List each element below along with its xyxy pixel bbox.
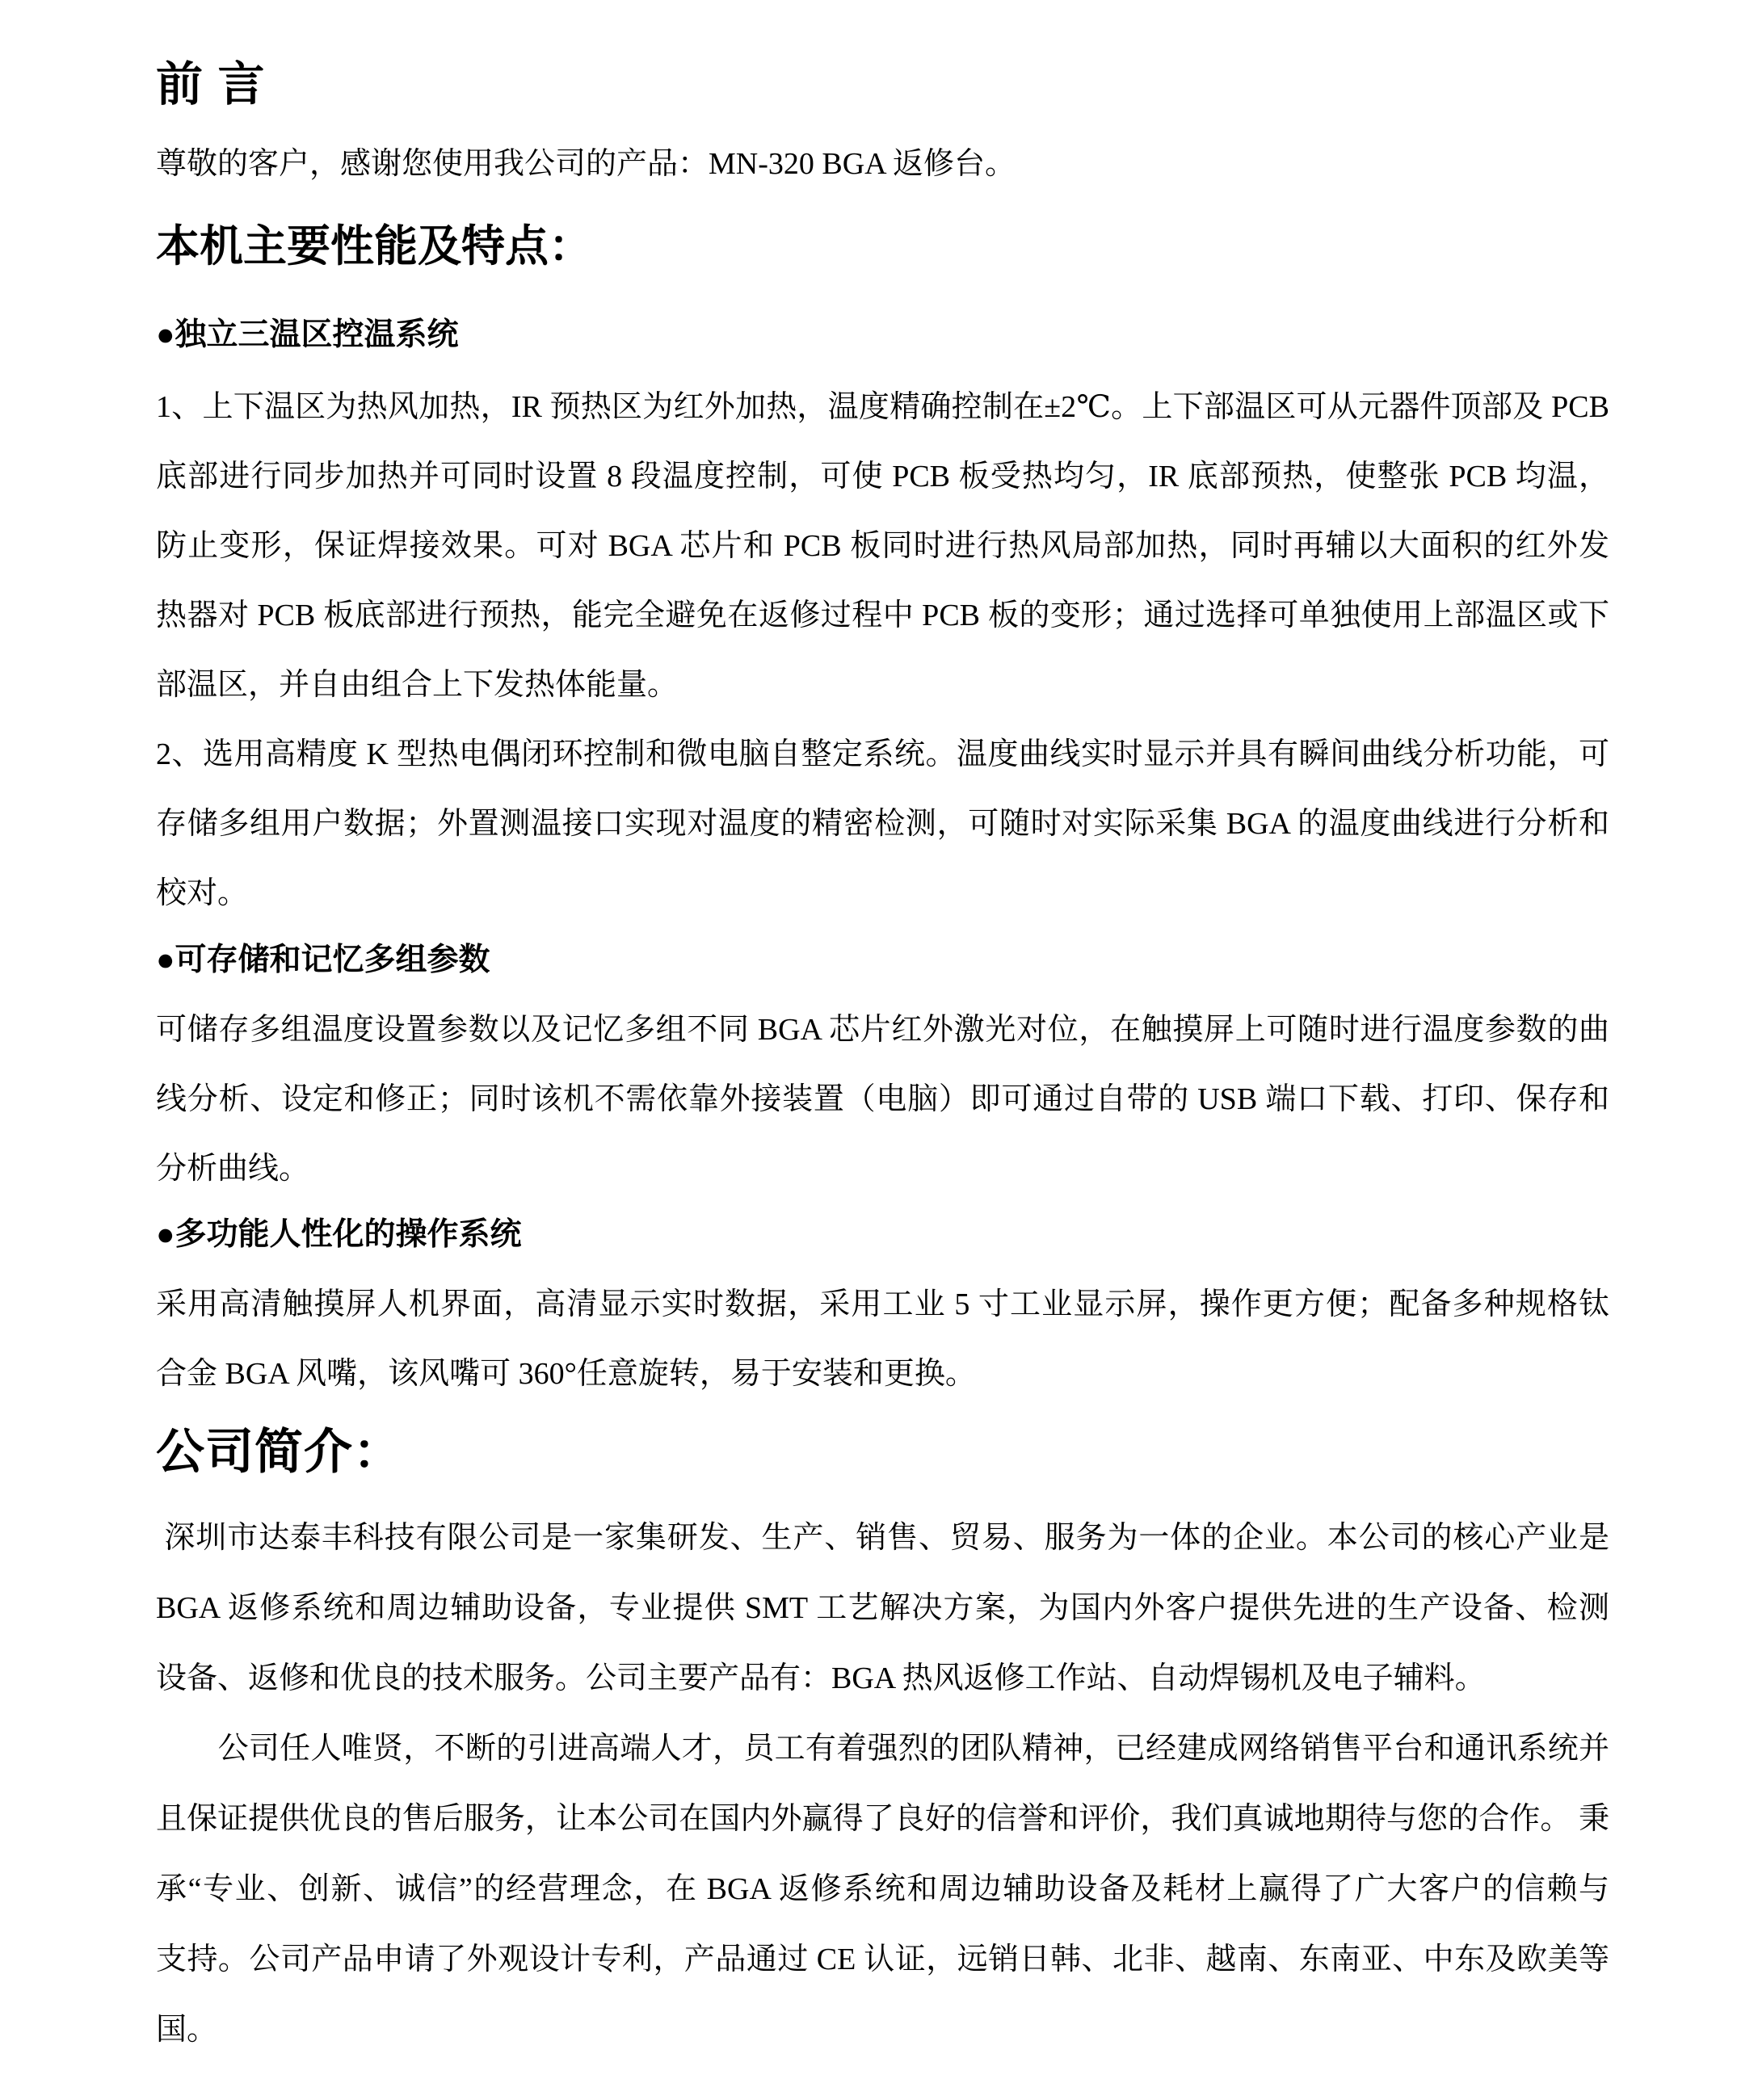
text-line: 公司任人唯贤，不断的引进高端人才，员工有着强烈的团队精神，已经建成网络销售平台和通讯系统并	[156, 1732, 1609, 1766]
feature3-paragraph	[156, 1270, 1609, 1409]
text-line: 存储多组用户数据；外置测温接口实现对温度的精密检测，可随时对实际采集 BGA 的温度曲线进行分析和	[156, 807, 1609, 841]
feature1-paragraph-2	[156, 720, 1609, 928]
text-line: 设备、返修和优良的技术服务。公司主要产品有：BGA 热风返修工作站、自动焊锡机及电子辅料。	[156, 1661, 1486, 1695]
text-line: 防止变形，保证焊接效果。可对 BGA 芯片和 PCB 板同时进行热风局部加热，同时再辅以大面积的红外发	[156, 529, 1609, 563]
text-line: 热器对 PCB 板底部进行预热，能完全避免在返修过程中 PCB 板的变形；通过选择可单独使用上部温区或下	[156, 598, 1609, 632]
text-line: BGA 返修系统和周边辅助设备，专业提供 SMT 工艺解决方案，为国内外客户提供先进的生产设备、检测	[156, 1591, 1609, 1625]
text-line: 2、选用高精度 K 型热电偶闭环控制和微电脑自整定系统。温度曲线实时显示并具有瞬间曲线分析功能，可	[156, 737, 1609, 771]
feature2-paragraph	[156, 995, 1609, 1203]
text-line: 部温区，并自由组合上下发热体能量。	[156, 668, 679, 702]
text-line: 承“专业、创新、诚信”的经营理念，在 BGA 返修系统和周边辅助设备及耗材上赢得了广大客户的信赖与	[156, 1872, 1609, 1906]
text-line: 线分析、设定和修正；同时该机不需依靠外接装置（电脑）即可通过自带的 USB 端口下载、打印、保存和	[156, 1082, 1609, 1116]
company-heading: 公司简介：	[156, 1426, 402, 1479]
feature1-heading: ●独立三温区控温系统	[156, 317, 459, 352]
text-line: 底部进行同步加热并可同时设置 8 段温度控制，可使 PCB 板受热均匀，IR 底部预热，使整张 PCB 均温，	[156, 460, 1609, 494]
feature2-heading: ●可存储和记忆多组参数	[156, 943, 490, 977]
text-line: 1、上下温区为热风加热，IR 预热区为红外加热，温度精确控制在±2℃。上下部温区可从元器件顶部及 PCB	[156, 390, 1609, 424]
text-line: 深圳市达泰丰科技有限公司是一家集研发、生产、销售、贸易、服务为一体的企业。本公司的核心产业是	[156, 1521, 1609, 1555]
text-line: 支持。公司产品申请了外观设计专利，产品通过 CE 认证，远销日韩、北非、越南、东南亚、中东及欧美等	[156, 1942, 1609, 1976]
text-line: 可储存多组温度设置参数以及记忆多组不同 BGA 芯片红外激光对位，在触摸屏上可随时进行温度参数的曲	[156, 1013, 1609, 1047]
text-line: 分析曲线。	[156, 1152, 310, 1186]
feature3-heading: ●多功能人性化的操作系统	[156, 1217, 522, 1252]
intro-text: 尊敬的客户，感谢您使用我公司的产品：MN-320 BGA 返修台。	[156, 147, 1016, 181]
feature1-paragraph-1	[156, 372, 1609, 720]
text-line: 合金 BGA 风嘴，该风嘴可 360°任意旋转，易于安装和更换。	[156, 1357, 976, 1391]
features-heading: 本机主要性能及特点：	[156, 222, 592, 271]
preface-title: 前 言	[156, 58, 267, 111]
text-line: 采用高清触摸屏人机界面，高清显示实时数据，采用工业 5 寸工业显示屏，操作更方便；配备多种规格钛	[156, 1287, 1609, 1321]
company-paragraph	[156, 1503, 1609, 2065]
text-line: 国。	[156, 2013, 218, 2047]
text-line: 且保证提供优良的售后服务，让本公司在国内外赢得了良好的信誉和评价，我们真诚地期待与您的合作。 秉	[156, 1802, 1609, 1836]
text-line: 校对。	[156, 876, 249, 910]
